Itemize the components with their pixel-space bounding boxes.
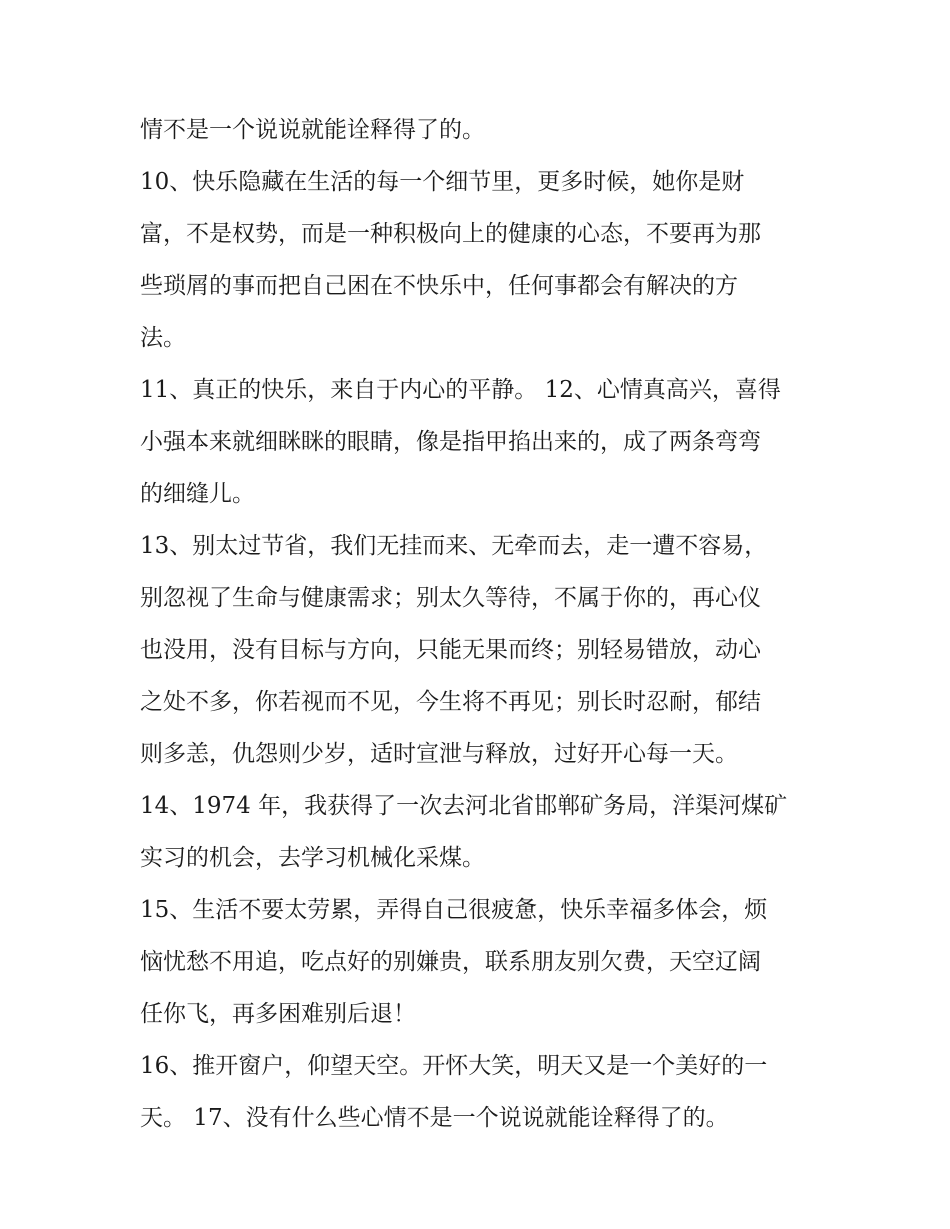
text-line: 16、推开窗户，仰望天空。开怀大笑，明天又是一个美好的一 xyxy=(140,1053,768,1079)
text-line: 14、1974 年，我获得了一次去河北省邯郸矿务局，洋渠河煤矿 xyxy=(140,793,788,819)
text-line: 则多恙，仇怨则少岁，适时宣泄与释放，过好开心每一天。 xyxy=(140,741,738,767)
text-line: 富，不是权势，而是一种积极向上的健康的心态，不要再为那 xyxy=(140,221,761,247)
text-line: 13、别太过节省，我们无挂而来、无牵而去，走一遭不容易， xyxy=(140,533,768,559)
text-line: 小强本来就细眯眯的眼睛，像是指甲掐出来的，成了两条弯弯 xyxy=(140,429,761,455)
document-body xyxy=(140,104,820,1144)
text-line: 之处不多，你若视而不见，今生将不再见；别长时忍耐，郁结 xyxy=(140,689,761,715)
text-line: 别忽视了生命与健康需求；别太久等待，不属于你的，再心仪 xyxy=(140,585,761,611)
text-line: 的细缝儿。 xyxy=(140,481,255,507)
text-line: 些琐屑的事而把自己困在不快乐中，任何事都会有解决的方 xyxy=(140,273,738,299)
text-line: 恼忧愁不用追，吃点好的别嫌贵，联系朋友别欠费，天空辽阔 xyxy=(140,949,761,975)
text-line: 任你飞，再多困难别后退！ xyxy=(140,1001,416,1027)
text-line: 天。 17、没有什么些心情不是一个说说就能诠释得了的。 xyxy=(140,1105,729,1131)
text-line: 11、真正的快乐，来自于内心的平静。 12、心情真高兴，喜得 xyxy=(140,377,781,403)
text-line: 实习的机会，去学习机械化采煤。 xyxy=(140,845,485,871)
text-line: 法。 xyxy=(140,325,186,351)
text-line: 10、快乐隐藏在生活的每一个细节里，更多时候，她你是财 xyxy=(140,169,745,195)
text-line: 15、生活不要太劳累，弄得自己很疲惫，快乐幸福多体会，烦 xyxy=(140,897,768,923)
text-line: 情不是一个说说就能诠释得了的。 xyxy=(140,117,485,143)
text-line: 也没用，没有目标与方向，只能无果而终；别轻易错放，动心 xyxy=(140,637,761,663)
